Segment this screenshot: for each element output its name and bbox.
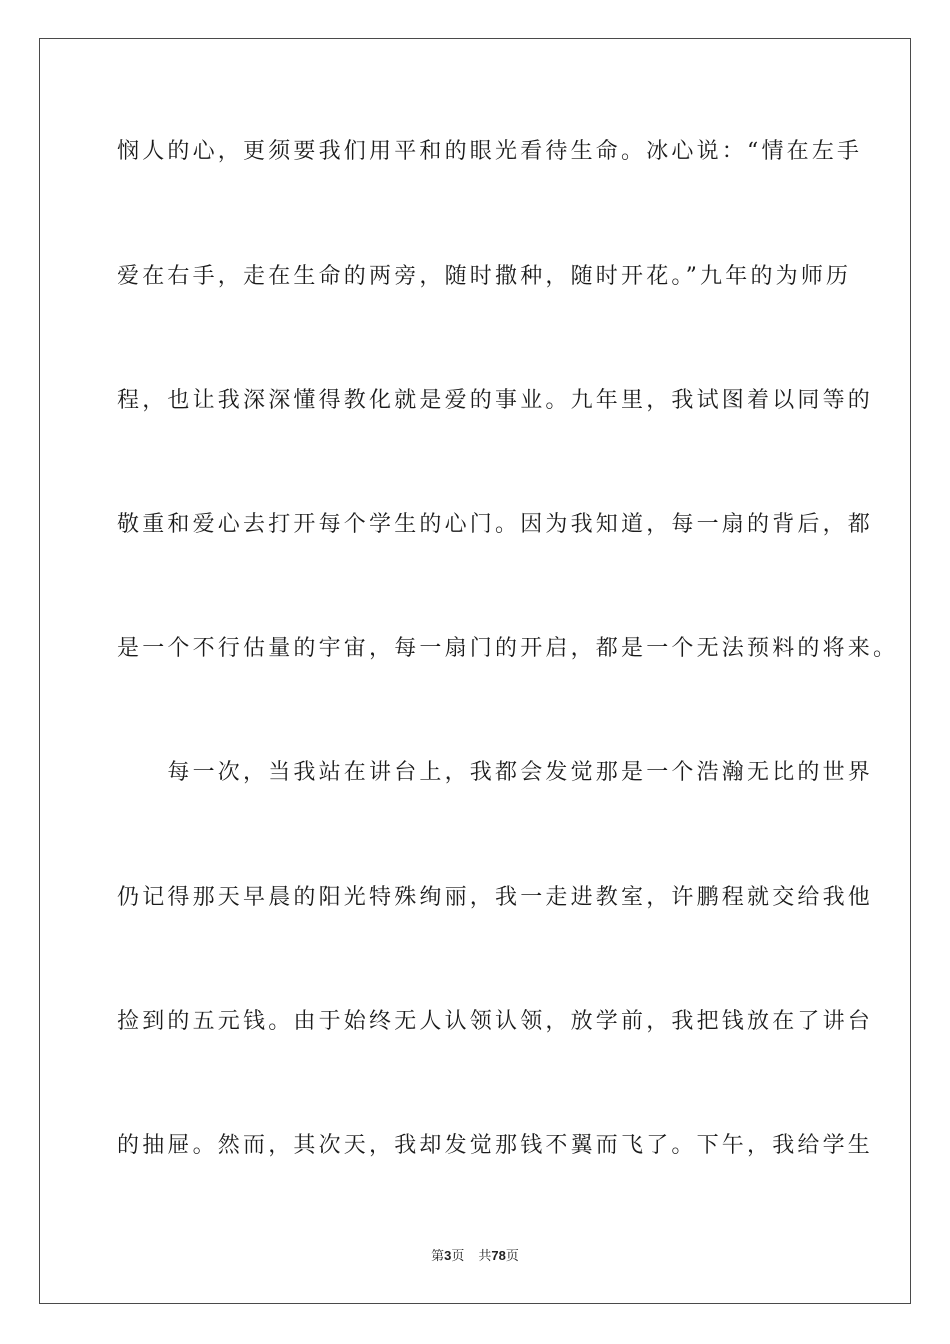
text-line: 悯人的心，更须要我们用平和的眼光看待生命。冰心说：“情在左手 — [117, 139, 863, 164]
text-line: 是一个不行估量的宇宙，每一扇门的开启，都是一个无法预料的将来。 — [117, 636, 899, 661]
text-line: 敬重和爱心去打开每个学生的心门。因为我知道，每一扇的背后，都 — [117, 512, 874, 537]
text-line: 仍记得那天早晨的阳光特殊绚丽，我一走进教室，许鹏程就交给我他 — [117, 885, 874, 910]
page-suffix: 页 — [451, 1249, 465, 1264]
total-suffix: 页 — [505, 1249, 519, 1264]
total-pages: 78 — [491, 1248, 506, 1263]
page-number: 3 — [444, 1248, 452, 1263]
text-line: 的抽屉。然而，其次天，我却发觉那钱不翼而飞了。下午，我给学生 — [117, 1133, 874, 1158]
page-prefix: 第 — [431, 1249, 445, 1264]
total-prefix: 共 — [478, 1249, 492, 1264]
text-line: 每一次，当我站在讲台上，我都会发觉那是一个浩瀚无比的世界 — [117, 760, 874, 785]
text-line: 爱在右手，走在生命的两旁，随时撒种，随时开花。”九年的为师历 — [117, 264, 852, 289]
text-line: 程，也让我深深懂得教化就是爱的事业。九年里，我试图着以同等的 — [117, 388, 874, 413]
page-footer — [0, 1247, 950, 1266]
text-line: 捡到的五元钱。由于始终无人认领认领，放学前，我把钱放在了讲台 — [117, 1009, 874, 1034]
page-border — [39, 38, 911, 1304]
